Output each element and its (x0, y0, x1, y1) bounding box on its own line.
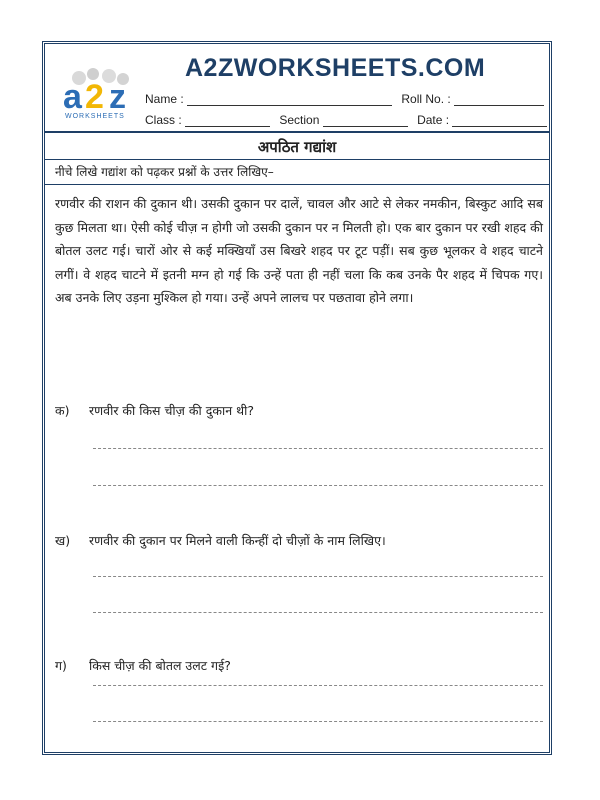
date-label: Date : (417, 113, 450, 127)
date-field[interactable] (452, 114, 547, 127)
a2z-logo (59, 64, 143, 120)
question-2-text: रणवीर की दुकान पर मिलने वाली किन्हीं दो चीज़ों के नाम लिखिए। (88, 533, 386, 548)
site-title: A2ZWORKSHEETS.COM (185, 54, 486, 82)
name-roll-row (145, 92, 544, 106)
roll-field[interactable] (454, 93, 544, 106)
worksheet-title: अपठित गद्यांश (257, 138, 337, 156)
answer-line[interactable] (93, 576, 543, 577)
section-label: Section (279, 113, 320, 127)
class-section-date-row (145, 113, 547, 127)
question-3-text: किस चीज़ की बोतल उलट गई? (88, 658, 231, 673)
question-1-number: क) (55, 403, 70, 418)
worksheet-header (45, 44, 549, 133)
name-field[interactable] (187, 93, 392, 106)
name-label: Name : (145, 92, 184, 106)
answer-line[interactable] (93, 685, 543, 686)
answer-line[interactable] (93, 721, 543, 722)
question-3-number: ग) (55, 658, 67, 673)
instruction-divider (45, 184, 549, 185)
question-1-text: रणवीर की किस चीज़ की दुकान थी? (88, 403, 254, 418)
answer-line[interactable] (93, 448, 543, 449)
question-2 (55, 532, 386, 549)
instruction-text: नीचे लिखे गद्यांश को पढ़कर प्रश्नों के उत्तर लिखिए– (55, 165, 274, 179)
roll-label: Roll No. : (401, 92, 451, 106)
svg-text:2: 2 (85, 78, 104, 116)
logo-subtext: WORKSHEETS (65, 113, 125, 120)
section-field[interactable] (323, 114, 408, 127)
worksheet-frame (42, 41, 552, 755)
class-label: Class : (145, 113, 182, 127)
answer-line[interactable] (93, 612, 543, 613)
title-divider (45, 159, 549, 160)
question-2-number: ख) (55, 533, 71, 548)
passage-text: रणवीर की राशन की दुकान थी। उसकी दुकान पर दालें, चावल और आटे से लेकर नमकीन, बिस्कुट आदि सब कुछ मिलता था। ऐसी कोई चीज़ न होगी जो उसकी दुकान पर न मिलती हो। एक बार दुकान पर रखी शहद की बोतल उलट गई। चारों ओर से कई मक्खियाँ उस बिखरे शहद पर टूट पड़ीं। सब कुछ भूलकर वे शहद चाटने लगीं। वे शहद चाटने में इतनी मग्न हो गई कि उन्हें पता ही नहीं चला कि कब उनके पैर शहद में चिपक गए। अब उनके लिए उड़ना मुश्किल हो गया। उन्हें अपने लालच पर पछतावा होने लगा। (55, 196, 543, 306)
svg-text:z: z (109, 78, 126, 116)
question-3 (55, 657, 231, 674)
svg-text:a: a (63, 78, 82, 116)
answer-line[interactable] (93, 485, 543, 486)
class-field[interactable] (185, 114, 270, 127)
question-1 (55, 402, 254, 419)
